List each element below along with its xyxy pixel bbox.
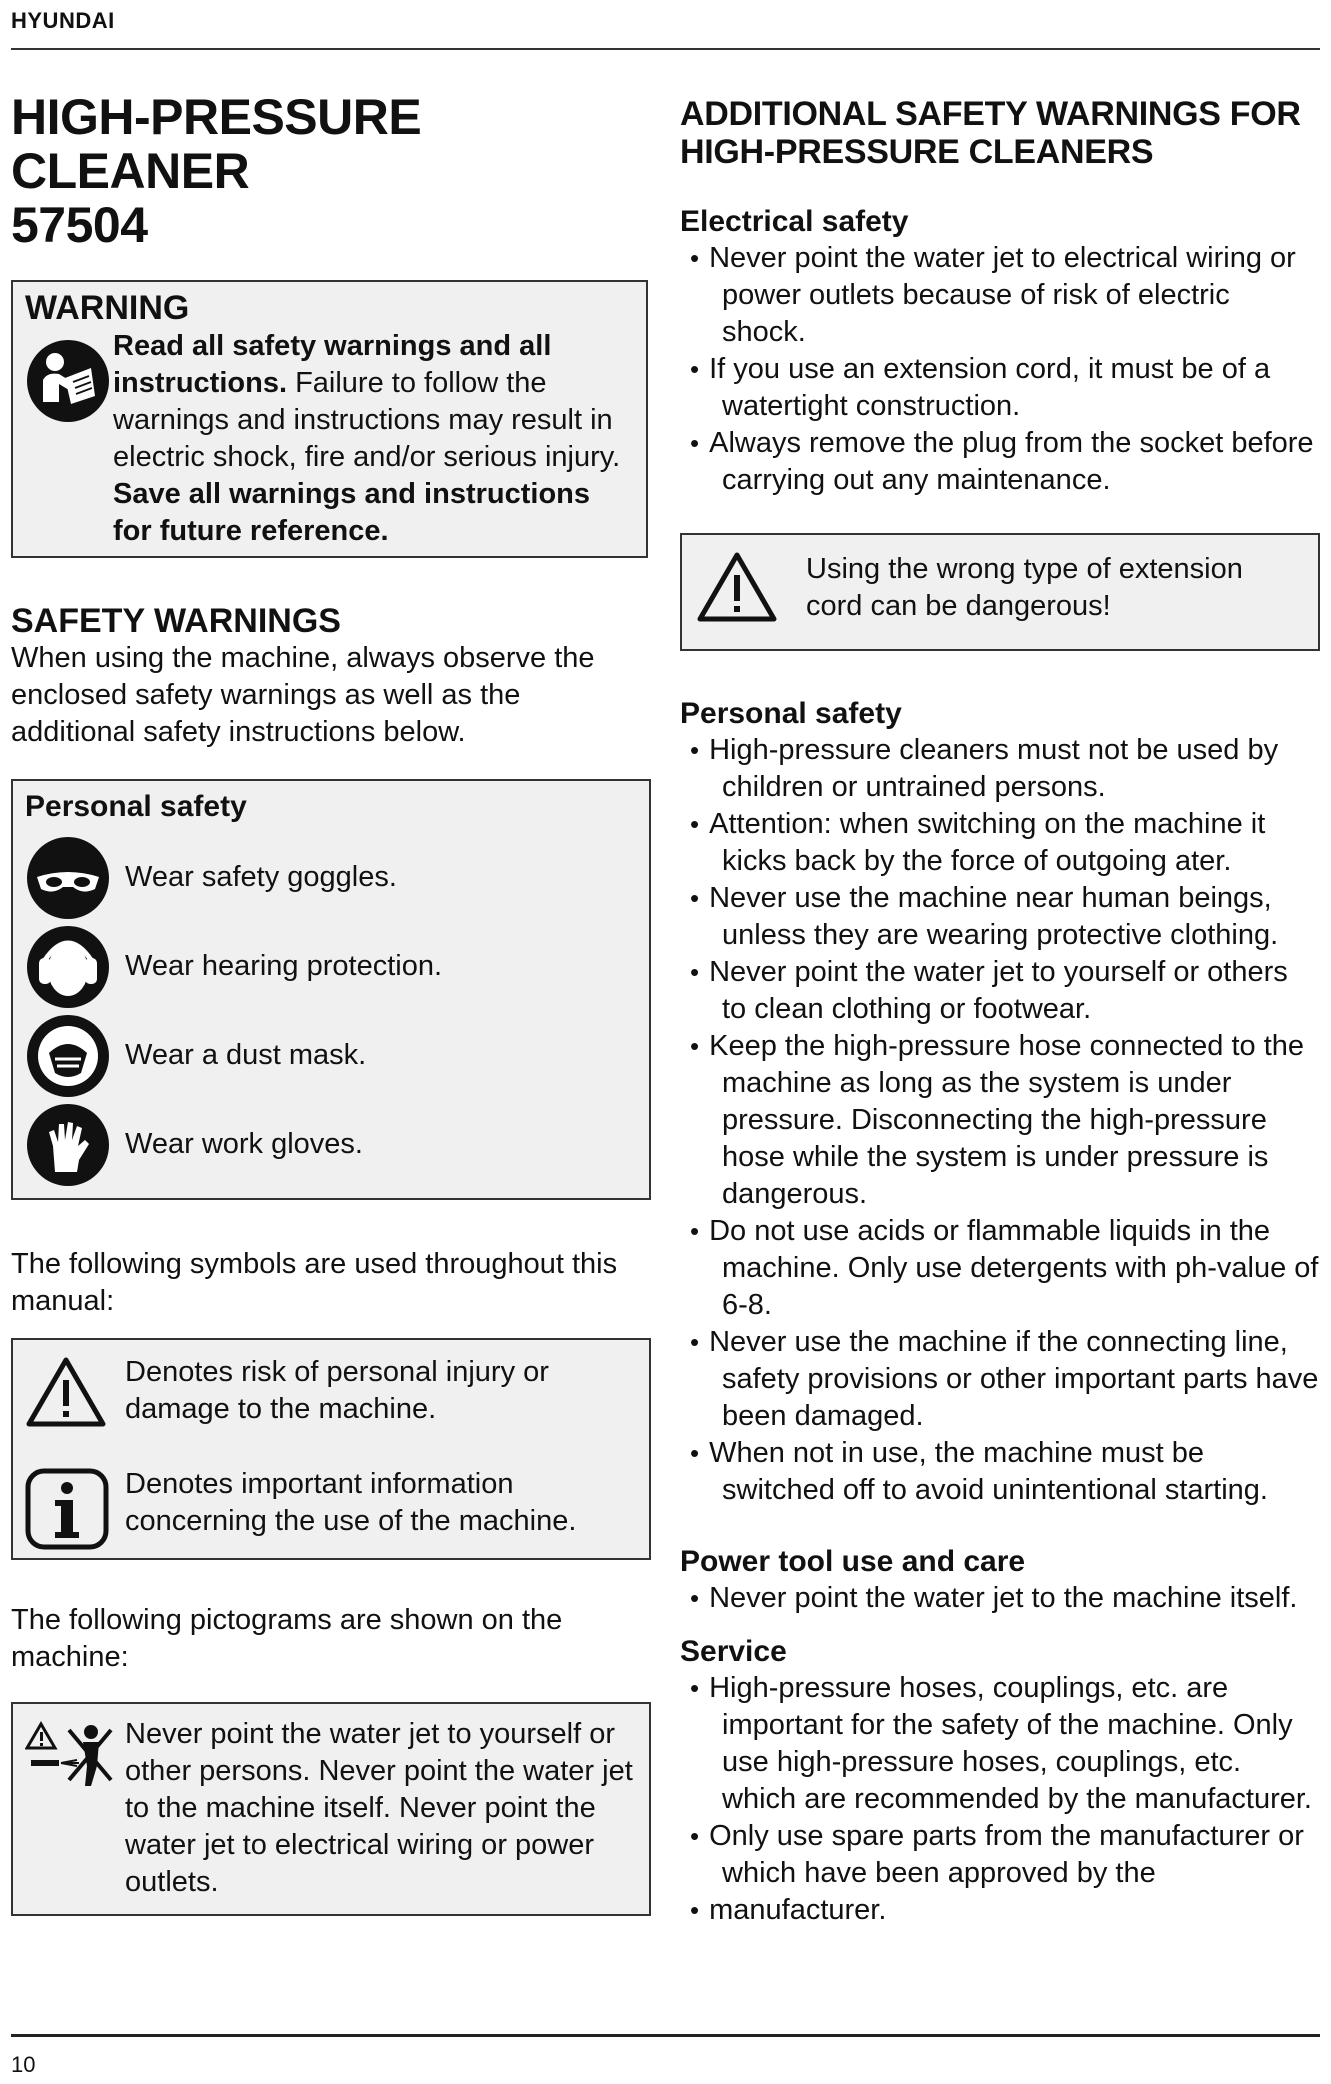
- footer-divider: [11, 2034, 1320, 2037]
- list-item: • Do not use acids or flammable liquids in the machine. Only use detergents with ph-value of 6-8.: [680, 1213, 1320, 1324]
- list-item: • High-pressure hoses, couplings, etc. are important for the safety of the machine. Only use high-pressure hoses, couplings, etc. which are recommended by the manufacturer.: [680, 1670, 1320, 1818]
- list-item: • Never point the water jet to the machine itself.: [680, 1580, 1320, 1617]
- warning-title: WARNING: [25, 289, 190, 327]
- list-item: • Never point the water jet to electrical wiring or power outlets because of risk of electric shock.: [680, 240, 1320, 351]
- list-item: • manufacturer.: [680, 1892, 1320, 1929]
- power-tool-heading: Power tool use and care: [680, 1545, 1026, 1578]
- page-title-line2: 57504: [11, 197, 148, 253]
- safety-warnings-intro: When using the machine, always observe the enclosed safety warnings as well as the additional safety instructions below.: [11, 642, 595, 748]
- electrical-safety-list: [680, 240, 1320, 499]
- service-heading: Service: [680, 1635, 787, 1668]
- list-item: • Attention: when switching on the machine it kicks back by the force of outgoing ater.: [680, 806, 1320, 880]
- pictogram-text: Never point the water jet to yourself or other persons. Never point the water jet to the machine itself. Never point the water jet to electrical wiring or power outlets.: [125, 1718, 633, 1898]
- warning-bold-intro: Read all safety warnings and all instructions.: [113, 330, 552, 399]
- list-item: [25, 1100, 637, 1189]
- dust-mask-icon: [25, 1013, 125, 1099]
- list-item: • Never use the machine near human beings, unless they are wearing protective clothing.: [680, 880, 1320, 954]
- page-title: [11, 90, 651, 252]
- hearing-protection-icon: [25, 924, 125, 1010]
- service-list: [680, 1670, 1320, 1929]
- personal-safety-heading: Personal safety: [680, 697, 902, 730]
- warning-text: [113, 328, 634, 550]
- page-title-line1: HIGH-PRESSURE CLEANER: [11, 89, 422, 199]
- power-tool-list: [680, 1580, 1320, 1617]
- personal-safety-box-title: Personal safety: [25, 790, 247, 823]
- info-icon: [25, 1460, 125, 1552]
- warning-bold-save: Save all warnings and instructions for future reference.: [113, 478, 591, 547]
- left-column: [11, 90, 651, 1916]
- additional-warnings-title-line1: ADDITIONAL SAFETY WARNINGS FOR: [680, 95, 1301, 133]
- list-item: [25, 1011, 637, 1100]
- symbols-intro: The following symbols are used throughout this manual:: [11, 1248, 618, 1317]
- pictograms-intro: The following pictograms are shown on the machine:: [11, 1604, 563, 1673]
- water-jet-warning-icon: [25, 1712, 125, 1906]
- personal-safety-box: [11, 779, 651, 1200]
- extension-cord-caution-text: Using the wrong type of extension cord can be dangerous!: [806, 553, 1243, 622]
- list-item: [25, 1460, 637, 1552]
- warning-box: [11, 280, 648, 558]
- list-item: [25, 833, 637, 922]
- warning-triangle-icon: [25, 1348, 125, 1440]
- hearing-label: Wear hearing protection.: [125, 950, 443, 982]
- extension-cord-caution-box: [680, 533, 1320, 651]
- personal-safety-list: [680, 732, 1320, 1509]
- symbol-info-text: Denotes important information concerning the use of the machine.: [125, 1468, 577, 1537]
- gloves-label: Wear work gloves.: [125, 1128, 363, 1160]
- work-gloves-icon: [25, 1102, 125, 1188]
- header-divider: [11, 48, 1320, 50]
- safety-goggles-icon: [25, 835, 125, 921]
- right-column: [680, 95, 1320, 1929]
- warning-triangle-icon: [696, 545, 806, 628]
- list-item: [25, 922, 637, 1011]
- list-item: • Always remove the plug from the socket before carrying out any maintenance.: [680, 425, 1320, 499]
- brand-name: HYUNDAI: [11, 8, 115, 33]
- list-item: • High-pressure cleaners must not be used by children or untrained persons.: [680, 732, 1320, 806]
- list-item: • Never point the water jet to yourself or others to clean clothing or footwear.: [680, 954, 1320, 1028]
- warning-body: Failure to follow the warnings and instructions may result in electric shock, fire and/or serious injury.: [113, 367, 621, 473]
- pictogram-box: [11, 1702, 651, 1916]
- read-manual-icon: [25, 328, 113, 550]
- additional-warnings-title: [680, 95, 1320, 171]
- goggles-label: Wear safety goggles.: [125, 861, 397, 893]
- additional-warnings-title-line2: HIGH-PRESSURE CLEANERS: [680, 133, 1154, 171]
- page-number: 10: [11, 2052, 36, 2077]
- dust-mask-label: Wear a dust mask.: [125, 1039, 367, 1071]
- symbol-injury-text: Denotes risk of personal injury or damage to the machine.: [125, 1356, 549, 1425]
- electrical-safety-heading: Electrical safety: [680, 205, 909, 238]
- safety-warnings-heading: SAFETY WARNINGS: [11, 602, 341, 640]
- list-item: • Only use spare parts from the manufacturer or which have been approved by the: [680, 1818, 1320, 1892]
- list-item: • Keep the high-pressure hose connected to the machine as long as the system is under pressure. Disconnecting the high-pressure hose while the system is under pressure is dangerous.: [680, 1028, 1320, 1213]
- symbols-box: [11, 1338, 651, 1560]
- list-item: • If you use an extension cord, it must be of a watertight construction.: [680, 351, 1320, 425]
- list-item: [25, 1348, 637, 1440]
- list-item: • Never use the machine if the connecting line, safety provisions or other important parts have been damaged.: [680, 1324, 1320, 1435]
- list-item: • When not in use, the machine must be switched off to avoid unintentional starting.: [680, 1435, 1320, 1509]
